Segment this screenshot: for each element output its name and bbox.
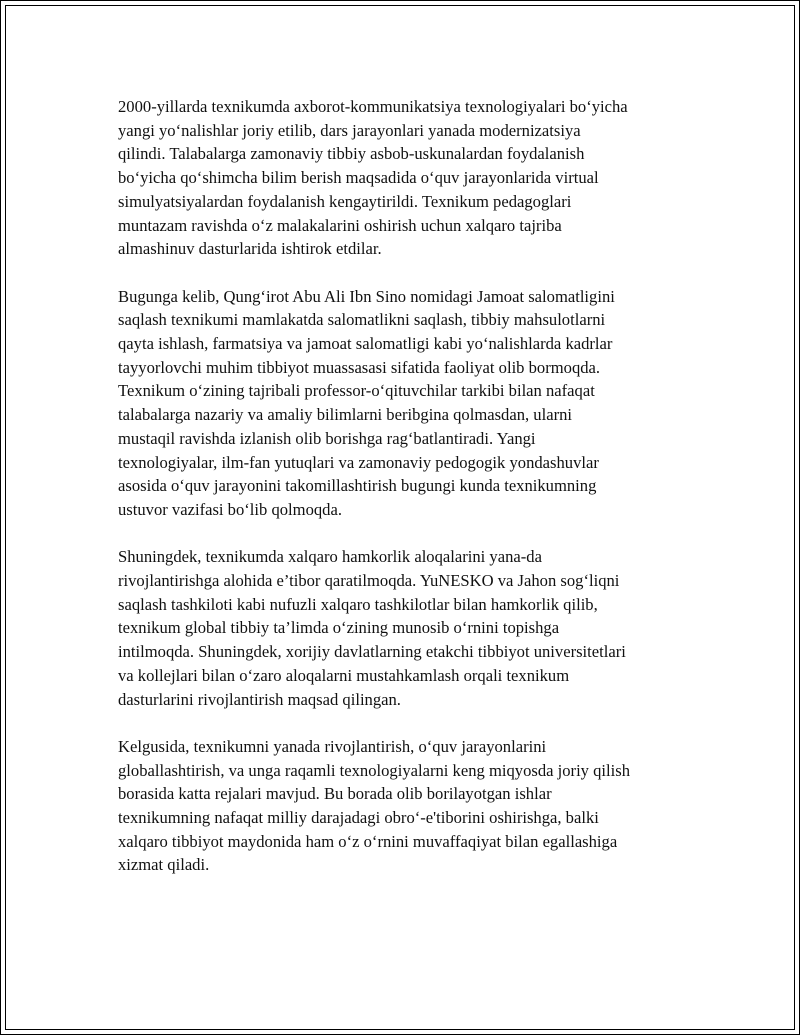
text-line: intilmoqda. Shuningdek, xorijiy davlatlarning etakchi tibbiyot universitetlari xyxy=(118,642,626,662)
text-line: texnikumning nafaqat milliy darajadagi obro‘-e'tiborini oshirishga, balki xyxy=(118,808,599,828)
text-line: talabalarga nazariy va amaliy bilimlarni beribgina qolmasdan, ularni xyxy=(118,405,573,425)
text-line: globallashtirish, va unga raqamli texnologiyalarni keng miqyosda joriy qilish xyxy=(118,760,631,780)
text-line: dasturlarini rivojlantirish maqsad qilingan. xyxy=(118,689,401,709)
text-line: asosida o‘quv jarayonini takomillashtirish bugungi kunda texnikumning xyxy=(118,476,597,496)
text-line: simulyatsiyalardan foydalanish kengaytirildi. Texnikum pedagoglari xyxy=(118,191,572,211)
text-line: borasida katta rejalari mavjud. Bu borada olib borilayotgan ishlar xyxy=(118,784,552,804)
text-line: mustaqil ravishda izlanish olib borishga rag‘batlantiradi. Yangi xyxy=(118,428,536,448)
text-line: xizmat qiladi. xyxy=(118,855,210,875)
paragraph-current-status xyxy=(118,285,696,522)
text-line: qilindi. Talabalarga zamonaviy tibbiy asbob-uskunalardan foydalanish xyxy=(118,144,585,164)
text-line: qayta ishlash, farmatsiya va jamoat salomatligi kabi yo‘nalishlarda kadrlar xyxy=(118,334,613,354)
text-line: muntazam ravishda o‘z malakalarini oshirish uchun xalqaro tajriba xyxy=(118,215,562,235)
text-line: rivojlantirishga alohida e’tibor qaratilmoqda. YuNESKO va Jahon sog‘liqni xyxy=(118,571,620,591)
text-line: saqlash tashkiloti kabi nufuzli xalqaro tashkilotlar bilan hamkorlik qilib, xyxy=(118,594,598,614)
text-line: almashinuv dasturlarida ishtirok etdilar. xyxy=(118,239,382,259)
text-line: ustuvor vazifasi bo‘lib qolmoqda. xyxy=(118,499,342,519)
text-line: Shuningdek, texnikumda xalqaro hamkorlik aloqalarini yana-da xyxy=(118,547,542,567)
paragraph-future-plans xyxy=(118,735,696,877)
text-line: saqlash texnikumi mamlakatda salomatlikni saqlash, tibbiy mahsulotlarni xyxy=(118,310,606,330)
text-line: Kelgusida, texnikumni yanada rivojlantirish, o‘quv jarayonlarini xyxy=(118,736,547,756)
text-line: va kollejlari bilan o‘zaro aloqalarni mustahkamlash orqali texnikum xyxy=(118,665,570,685)
text-line: Bugunga kelib, Qung‘irot Abu Ali Ibn Sino nomidagi Jamoat salomatligini xyxy=(118,286,615,306)
text-line: texnikum global tibbiy ta’limda o‘zining munosib o‘rnini topishga xyxy=(118,618,560,638)
text-line: tayyorlovchi muhim tibbiyot muassasasi sifatida faoliyat olib bormoqda. xyxy=(118,357,601,377)
text-line: xalqaro tibbiyot maydonida ham o‘z o‘rnini muvaffaqiyat bilan egallashiga xyxy=(118,831,618,851)
text-line: Texnikum o‘zining tajribali professor-o‘qituvchilar tarkibi bilan nafaqat xyxy=(118,381,595,401)
paragraph-ict-development xyxy=(118,95,696,261)
document-body xyxy=(118,95,696,901)
paragraph-international-cooperation xyxy=(118,545,696,711)
text-line: bo‘yicha qo‘shimcha bilim berish maqsadida o‘quv jarayonlarida virtual xyxy=(118,168,599,188)
text-line: texnologiyalar, ilm-fan yutuqlari va zamonaviy pedogogik yondashuvlar xyxy=(118,452,599,472)
text-line: yangi yo‘nalishlar joriy etilib, dars jarayonlari yanada modernizatsiya xyxy=(118,120,581,140)
text-line: 2000-yillarda texnikumda axborot-kommunikatsiya texnologiyalari bo‘yicha xyxy=(118,97,628,116)
